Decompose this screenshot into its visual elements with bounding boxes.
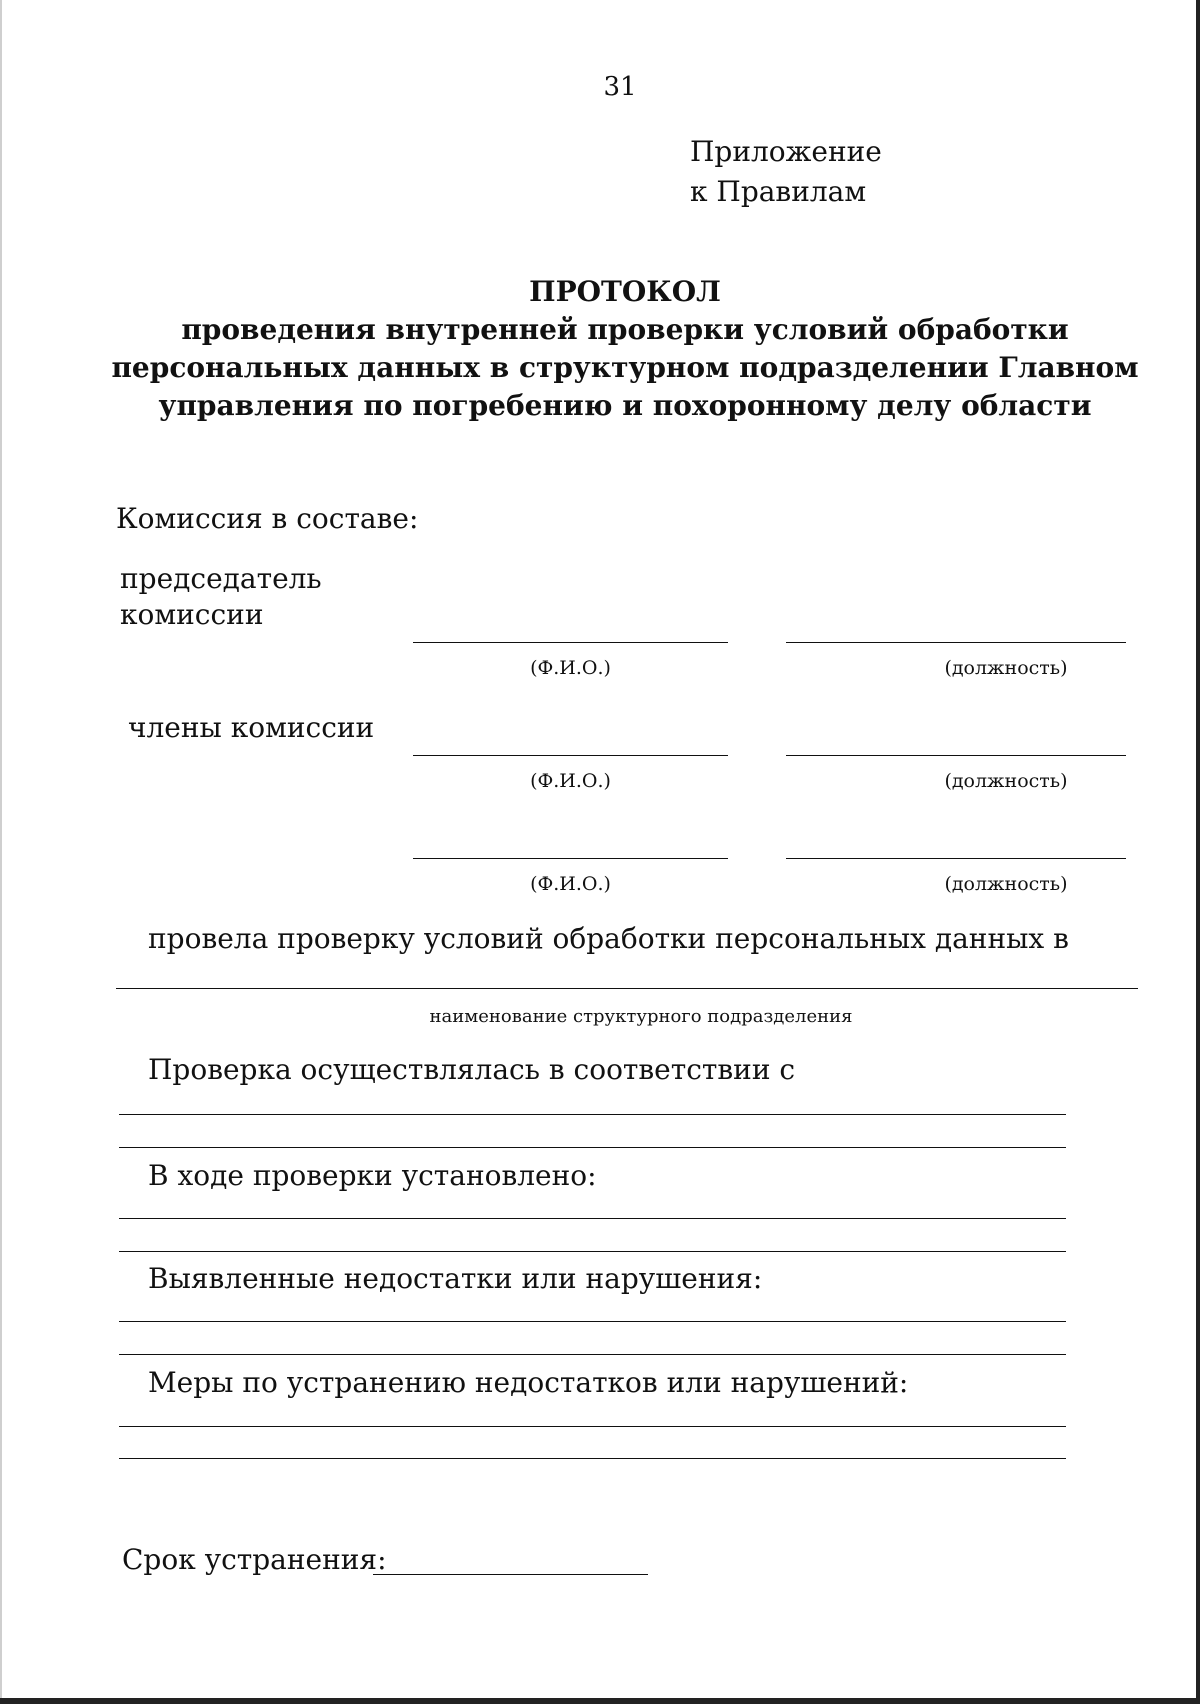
scan-right-edge xyxy=(1196,0,1200,1704)
measures-field-line-1[interactable] xyxy=(119,1426,1066,1427)
chairman-label-line-1: председатель xyxy=(120,562,322,595)
scan-bottom-edge xyxy=(0,1698,1200,1704)
chairman-position-field[interactable] xyxy=(786,642,1126,643)
basis-field-line-1[interactable] xyxy=(119,1114,1066,1115)
member-2-position-field[interactable] xyxy=(786,858,1126,859)
member-1-position-field[interactable] xyxy=(786,755,1126,756)
member-1-fio-caption: (Ф.И.О.) xyxy=(530,770,611,792)
member-2-fio-field[interactable] xyxy=(413,858,728,859)
member-2-fio-caption: (Ф.И.О.) xyxy=(530,873,611,895)
chairman-label-line-2: комиссии xyxy=(120,598,264,631)
unit-name-caption: наименование структурного подразделения xyxy=(429,1006,853,1027)
findings-label: В ходе проверки установлено: xyxy=(148,1159,597,1192)
document-subtitle-line-1: проведения внутренней проверки условий обработки xyxy=(181,313,1069,346)
chairman-position-caption: (должность) xyxy=(944,657,1068,679)
document-title: ПРОТОКОЛ xyxy=(529,275,721,308)
unit-name-field[interactable] xyxy=(116,988,1138,989)
appendix-label: Приложение xyxy=(690,135,882,168)
measures-label: Меры по устранению недостатков или нарушений: xyxy=(148,1366,909,1399)
member-1-position-caption: (должность) xyxy=(944,770,1068,792)
measures-field-line-2[interactable] xyxy=(119,1458,1066,1459)
scan-left-edge xyxy=(0,0,2,1704)
violations-field-line-1[interactable] xyxy=(119,1321,1066,1322)
appendix-rules-label: к Правилам xyxy=(690,175,867,208)
basis-field-line-2[interactable] xyxy=(119,1147,1066,1148)
basis-statement: Проверка осуществлялась в соответствии с xyxy=(148,1053,796,1086)
members-label: члены комиссии xyxy=(128,711,375,744)
page-number: 31 xyxy=(603,72,637,102)
deadline-field[interactable] xyxy=(373,1574,648,1575)
member-2-position-caption: (должность) xyxy=(944,873,1068,895)
chairman-fio-field[interactable] xyxy=(413,642,728,643)
findings-field-line-1[interactable] xyxy=(119,1218,1066,1219)
deadline-label: Срок устранения: xyxy=(122,1543,387,1576)
violations-label: Выявленные недостатки или нарушения: xyxy=(148,1262,763,1295)
conducted-statement: провела проверку условий обработки персональных данных в xyxy=(148,922,1069,955)
commission-heading: Комиссия в составе: xyxy=(116,502,419,535)
violations-field-line-2[interactable] xyxy=(119,1354,1066,1355)
chairman-fio-caption: (Ф.И.О.) xyxy=(530,657,611,679)
document-subtitle-line-2: персональных данных в структурном подразделении Главном xyxy=(111,351,1139,384)
document-subtitle-line-3: управления по погребению и похоронному делу области xyxy=(158,389,1092,422)
member-1-fio-field[interactable] xyxy=(413,755,728,756)
findings-field-line-2[interactable] xyxy=(119,1251,1066,1252)
